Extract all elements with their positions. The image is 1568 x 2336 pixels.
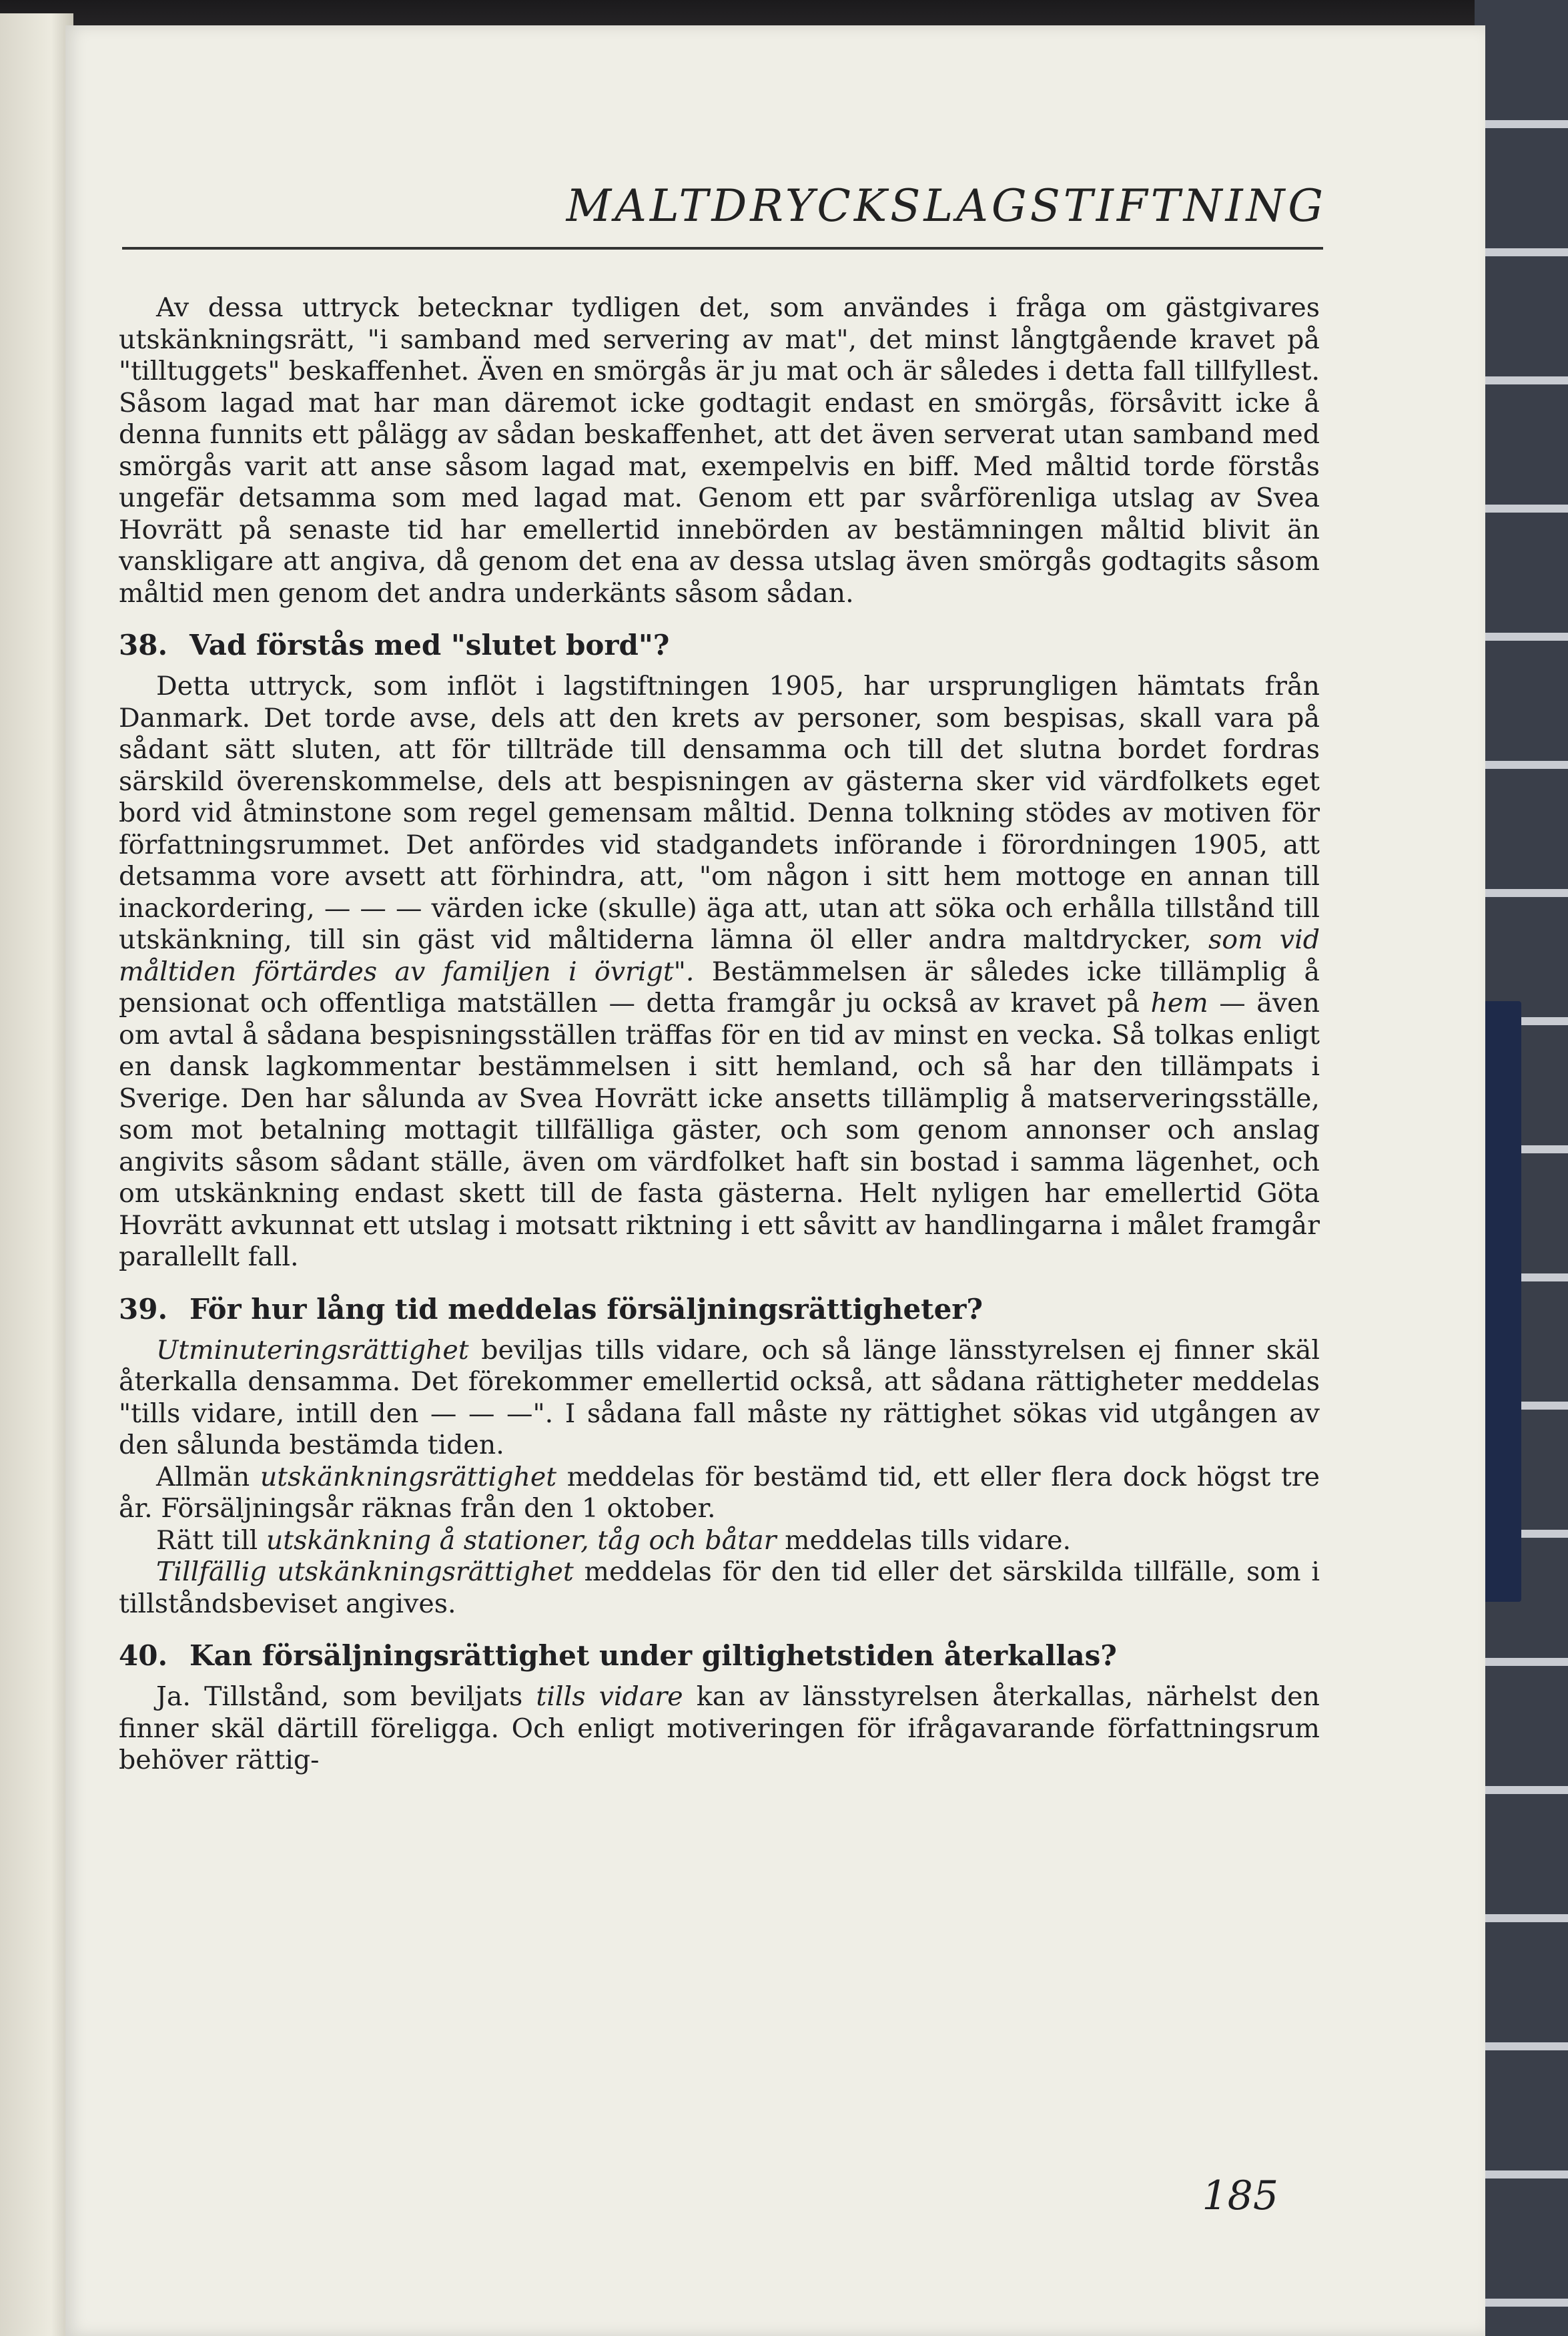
running-header: MALTDRYCKSLAGSTIFTNING <box>566 180 1326 232</box>
text-run: kan av länsstyrelsen återkallas, närhelst den finner skäl därtill föreligga. Och enligt motiveringen för ifrågavarande författningsrum behöver rättig- <box>119 1681 1320 1775</box>
question-39-paragraph-4 <box>119 1556 1320 1620</box>
emphasis-text: utskänkning å stationer, tåg och båtar <box>266 1524 777 1556</box>
question-title: Kan försäljningsrättighet under giltighetstiden återkallas? <box>189 1639 1117 1672</box>
question-39-heading <box>119 1292 1320 1327</box>
emphasis-text: Tillfällig utskänkningsrättighet <box>156 1556 574 1587</box>
text-run: meddelas för den tid eller det särskilda tillfälle, som i tillståndsbeviset angives. <box>119 1556 1320 1619</box>
text-run: meddelas för bestämd tid, ett eller flera dock högst tre år. Försäljningsår räknas från den 1 oktober. <box>119 1461 1320 1524</box>
text-run: beviljas tills vidare, och så länge länsstyrelsen ej finner skäl återkalla densamma. Det förekommer emellertid också, att sådana rättigheter meddelas "tills vidare, intill den — — —". I sådana fall måste ny rättighet sökas vid utgången av den sålunda bestämda tiden. <box>119 1334 1320 1460</box>
text-run: Allmän <box>156 1461 250 1492</box>
question-40-paragraph <box>119 1681 1320 1777</box>
text-run: — även om avtal å sådana bespisningsställen träffas för en tid av minst en vecka. Så tolkas enligt en dansk lagkommentar bestämmelsen i sitt hemland, och så har den tillämpats i Sverige. Den har sålunda av Svea Hovrätt icke ansetts tillämplig å matserveringsställe, som mot betalning mottagit tillfälliga gäster, och som genom annonser och anslag angivits såsom sådant ställe, även om värdfolket haft sin bostad i samma lägenhet, och om utskänkning endast skett till de fasta gästerna. Helt nyligen har emellertid Göta Hovrätt avkunnat ett utslag i motsatt riktning i ett såvitt av handlingarna i målet framgår parallellt fall. <box>119 988 1320 1272</box>
emphasis-text: som vid måltiden förtärdes av familjen i övrigt". <box>119 924 1320 987</box>
intro-paragraph: Av dessa uttryck betecknar tydligen det, som användes i fråga om gästgivares utskänkningsrätt, "i samband med servering av mat", det minst långtgående kravet på "tilltuggets" beskaffenhet. Även en smörgås är ju mat och är således i detta fall tillfyllest. Såsom lagad mat har man däremot icke godtagit endast en smörgås, försåvitt icke å denna funnits ett pålägg av sådan beskaffenhet, att det även serverat utan samband med smörgås varit att anse såsom lagad mat, exempelvis en biff. Med måltid torde förstås ungefär detsamma som med lagad mat. Genom ett par svårförenliga utslag av Svea Hovrätt på senaste tid har emellertid innebörden av bestämningen måltid blivit än vanskligare att angiva, då genom det ena av dessa utslag även smörgås godtagits såsom måltid men genom det andra underkänts såsom sådan. <box>119 292 1320 609</box>
header-rule <box>122 247 1323 250</box>
text-run: meddelas tills vidare. <box>785 1524 1072 1556</box>
text-run: Ja. Tillstånd, som beviljats <box>156 1681 523 1712</box>
text-run: Bestämmelsen är således icke tillämplig å pensionat och offentliga matställen — detta framgår ju också av kravet på <box>119 956 1320 1018</box>
question-number: 39. <box>119 1292 168 1326</box>
emphasis-text: utskänkningsrättighet <box>260 1461 557 1492</box>
question-39-paragraph-3 <box>119 1525 1320 1557</box>
page-number: 185 <box>1202 2172 1278 2219</box>
question-38-heading <box>119 628 1320 663</box>
question-39-paragraph-1 <box>119 1335 1320 1462</box>
question-number: 40. <box>119 1639 168 1672</box>
question-number: 38. <box>119 629 168 661</box>
text-run: Rätt till <box>156 1524 258 1556</box>
page-body <box>119 292 1320 1777</box>
question-title: För hur lång tid meddelas försäljningsrättigheter? <box>189 1292 984 1326</box>
left-page-edge <box>0 13 73 2336</box>
emphasis-text: tills vidare <box>536 1681 683 1712</box>
text-run: Detta uttryck, som inflöt i lagstiftningen 1905, har ursprungligen hämtats från Danmark. Det torde avse, dels att den krets av personer, som bespisas, skall vara på sådant sätt sluten, att för tillträde till densamma och till det slutna bordet fordras särskild överenskommelse, dels att bespisningen av gästerna sker vid värdfolkets eget bord vid åtminstone som regel gemensam måltid. Denna tolkning stödes av motiven för författningsrummet. Det anfördes vid stadgandets införande i förordningen 1905, att detsamma vore avsett att förhindra, att, "om någon i sitt hem mottoge en annan till inackordering, — — — värden icke (skulle) äga att, utan att söka och erhålla tillstånd till utskänkning, till sin gäst vid måltiderna lämna öl eller andra maltdrycker, <box>119 671 1320 955</box>
question-title: Vad förstås med "slutet bord"? <box>189 629 670 661</box>
book-page <box>65 25 1485 2336</box>
question-39-paragraph-2 <box>119 1462 1320 1525</box>
question-40-heading <box>119 1639 1320 1673</box>
emphasis-text: hem <box>1150 988 1208 1018</box>
emphasis-text: Utminuteringsrättighet <box>156 1334 469 1366</box>
question-38-paragraph <box>119 671 1320 1273</box>
